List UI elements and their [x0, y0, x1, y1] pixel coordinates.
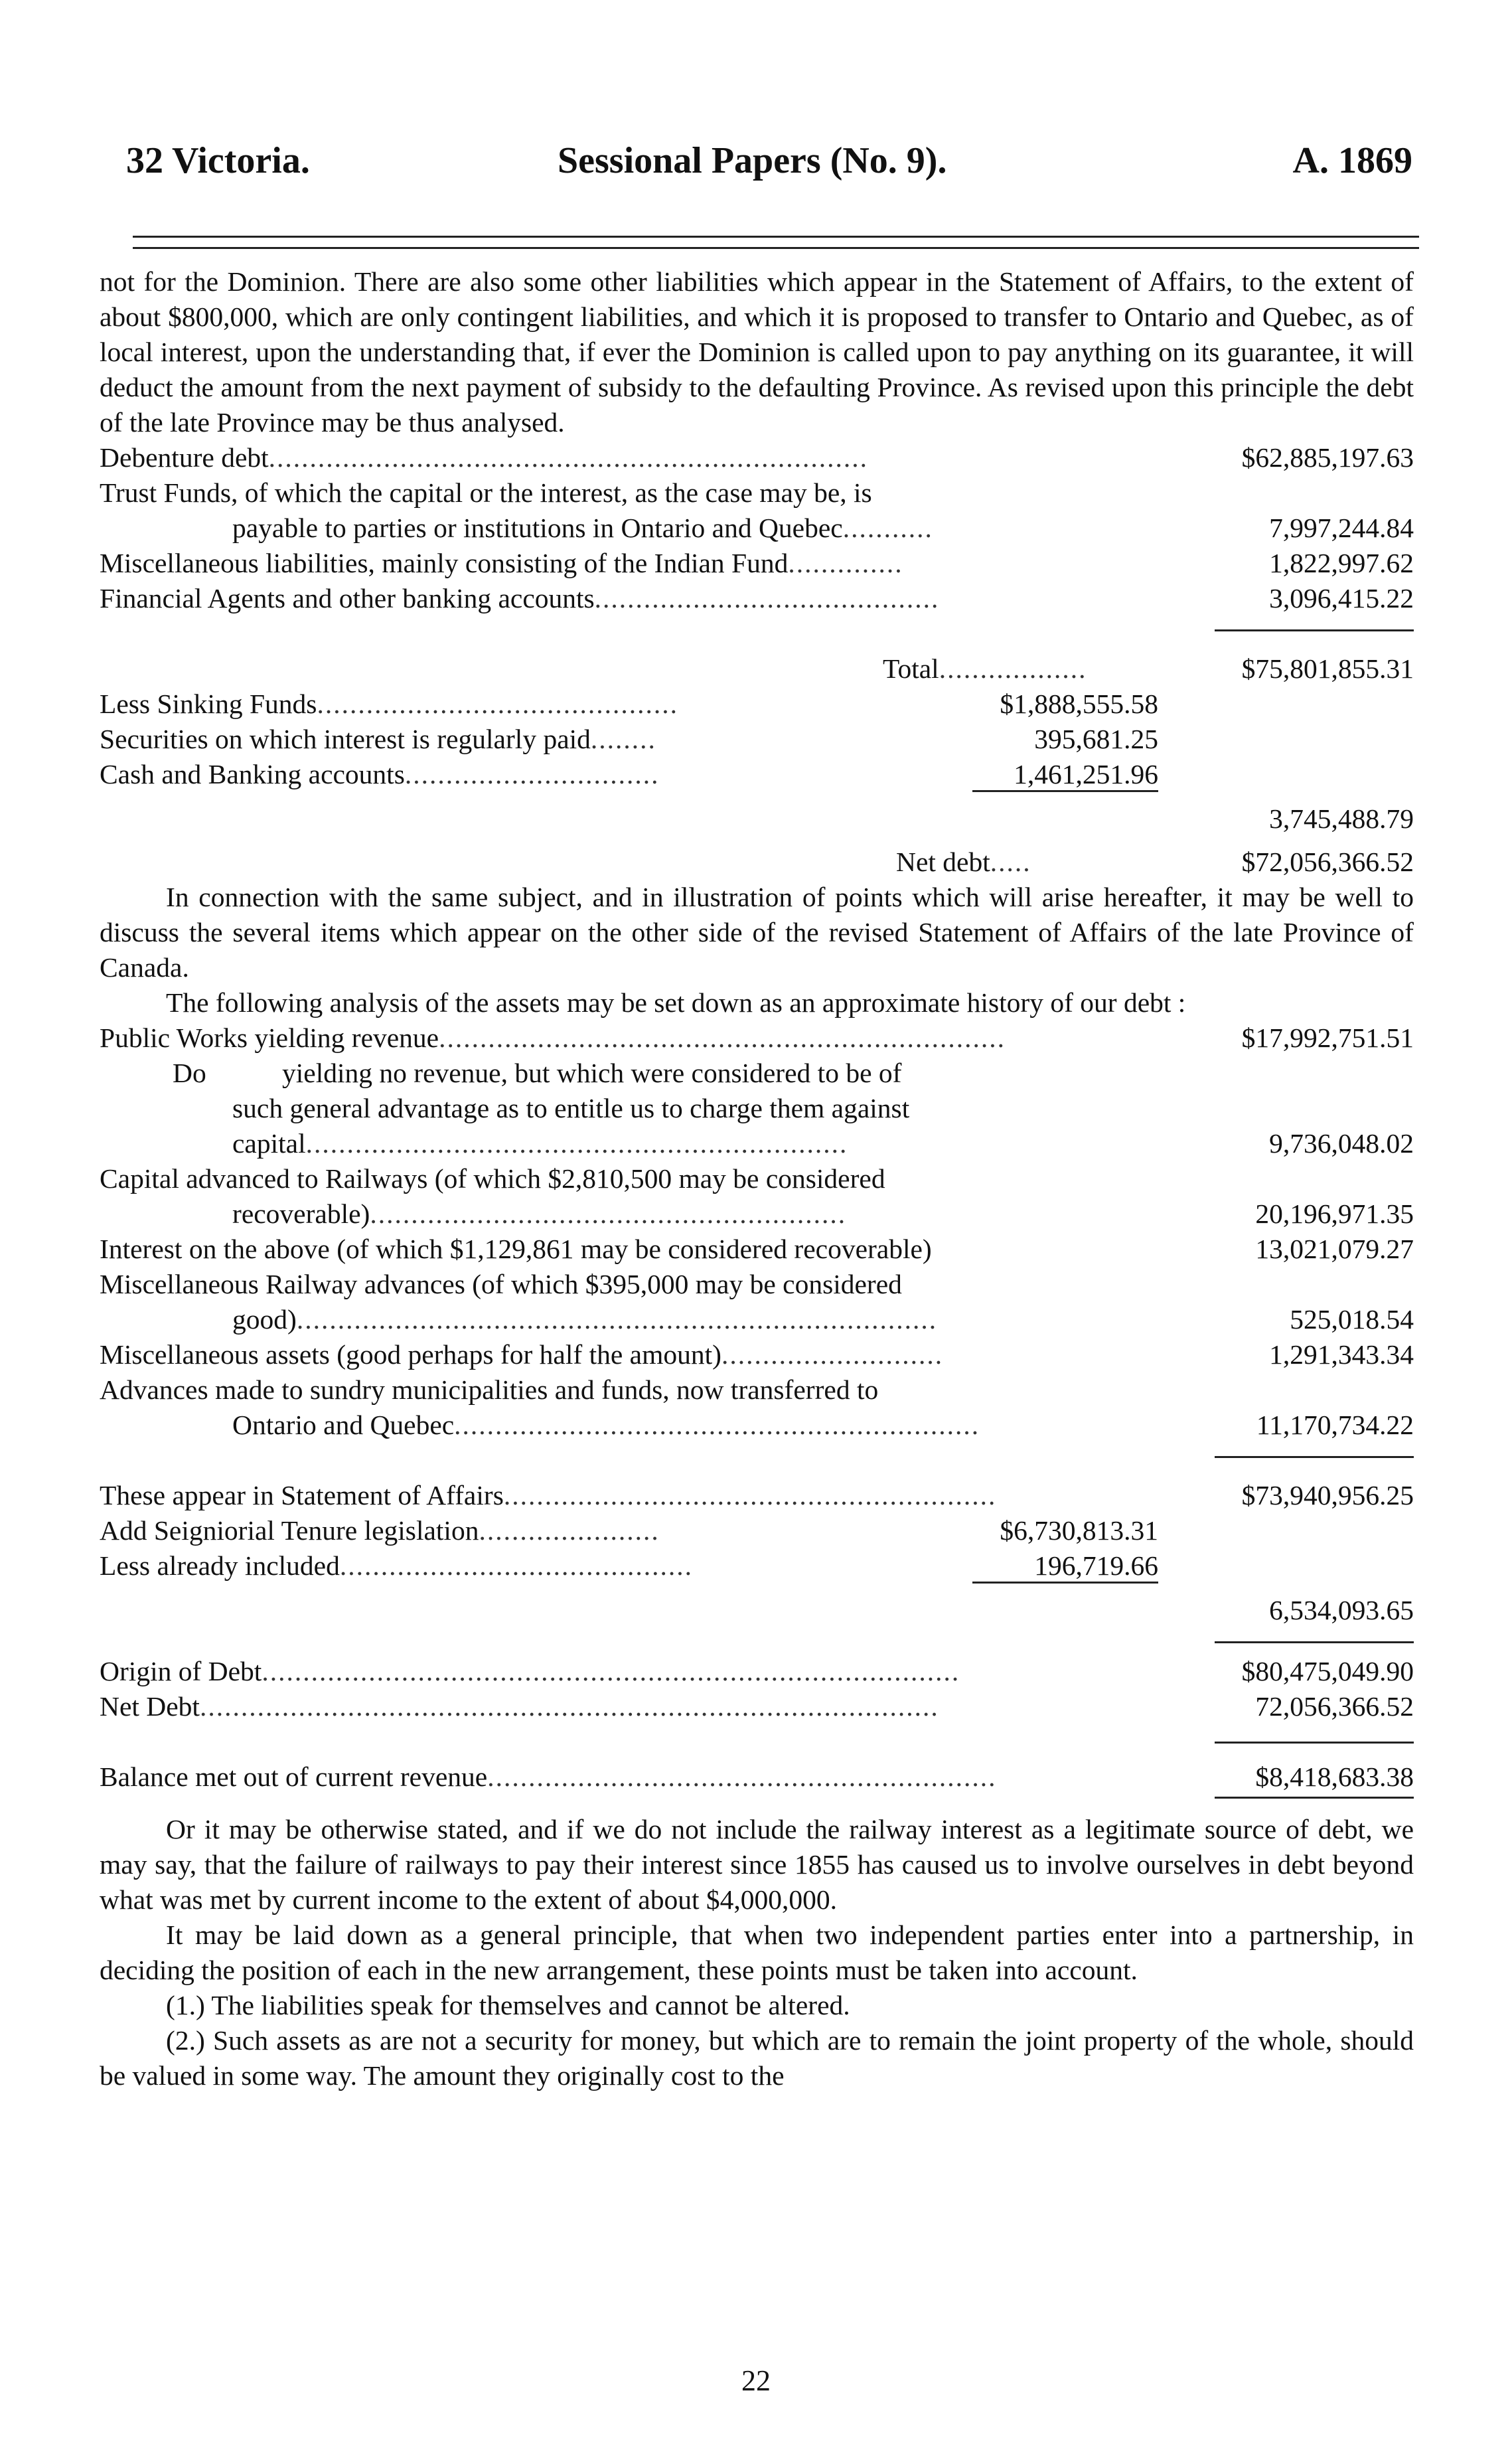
running-header [93, 139, 1419, 199]
debt-row-total [100, 651, 1414, 687]
assets-row-seigniorial [100, 1513, 1414, 1548]
paragraph-point-1: (1.) The liabilities speak for themselves and cannot be altered. [166, 1990, 850, 2020]
origin-label: Origin of Debt..................................................................................... [100, 1656, 960, 1686]
advances-label-line1: Advances made to sundry municipalities and funds, now transferred to [100, 1374, 879, 1405]
assets-rule-row-3 [100, 1724, 1414, 1759]
misc-railway-label-line1: Miscellaneous Railway advances (of which $395,000 may be considered [100, 1269, 902, 1299]
securities-label: Securities on which interest is regularly paid........ [100, 724, 656, 754]
interest-label: Interest on the above (of which $1,129,861 may be considered recoverable) [100, 1234, 932, 1264]
page-body [100, 264, 1414, 2093]
public-works-amount: $17,992,751.51 [1241, 1022, 1414, 1053]
debt-row-agents [100, 581, 1414, 616]
debt-row-debenture [100, 440, 1414, 475]
trust-label-line1: Trust Funds, of which the capital or the interest, as the case may be, is [100, 477, 872, 508]
assets-row-seigniorial-net [100, 1584, 1414, 1625]
assets-row-misc-railway-2 [100, 1302, 1414, 1337]
total-label: Total.................. [883, 653, 1087, 684]
assets-row-net-debt [100, 1689, 1414, 1724]
debenture-amount: $62,885,197.63 [1241, 442, 1414, 473]
interest-amount: 13,021,079.27 [1255, 1234, 1414, 1264]
misc-liabilities-amount: 1,822,997.62 [1269, 548, 1414, 578]
assets-row-origin [100, 1654, 1414, 1689]
cash-amount: 1,461,251.96 [1014, 759, 1158, 789]
sinking-label: Less Sinking Funds............................................ [100, 689, 678, 719]
assets-row-do-3 [100, 1126, 1414, 1161]
balance-label: Balance met out of current revenue.............................................................. [100, 1761, 997, 1792]
less-label: Less already included........................................... [100, 1550, 693, 1581]
paragraph-analysis: The following analysis of the assets may be set down as an approximate history of our debt : [166, 987, 1186, 1018]
public-works-label: Public Works yielding revenue..................................................................... [100, 1022, 1006, 1053]
intro-paragraph: not for the Dominion. There are also some other liabilities which appear in the Statement of Affairs, to the extent of about $800,000, which are only contingent liabilities, and which it is proposed to transfer to Ontario and Quebec, as of local interest, upon the understanding that, if ever the Dominion is called upon to pay anything on its guarantee, it will deduct the amount from the next payment of subsidy to the defaulting Province. As revised upon this principle the debt of the late Province may be thus analysed. [100, 266, 1414, 438]
assets-row-statement [100, 1478, 1414, 1513]
assets-row-railways-1 [100, 1161, 1414, 1196]
header-double-rule [133, 236, 1419, 249]
misc-assets-label: Miscellaneous assets (good perhaps for half the amount)........................... [100, 1339, 944, 1370]
assets-row-advances-1 [100, 1372, 1414, 1408]
assets-row-railways-2 [100, 1196, 1414, 1232]
net-debt-amount: $72,056,366.52 [1241, 847, 1414, 877]
header-session: 32 Victoria. [126, 140, 310, 181]
debt-subtotal-rule [1215, 629, 1414, 631]
debt-row-misc [100, 546, 1414, 581]
assets-row-balance [100, 1759, 1414, 1795]
net-debt-2-label: Net Debt.......................................................................................... [100, 1691, 939, 1722]
assets-row-misc-assets [100, 1337, 1414, 1372]
debt-row-deductions [100, 792, 1414, 834]
advances-label-line2: Ontario and Quebec................................................................ [232, 1410, 980, 1440]
misc-assets-amount: 1,291,343.34 [1269, 1339, 1414, 1370]
less-amount: 196,719.66 [1034, 1550, 1158, 1581]
debt-rule-row [100, 616, 1414, 651]
trust-amount: 7,997,244.84 [1269, 513, 1414, 543]
balance-rule [1215, 1742, 1414, 1744]
cash-label: Cash and Banking accounts............................... [100, 759, 660, 789]
assets-rule-row-2 [100, 1619, 1414, 1654]
paragraph-partnership: It may be laid down as a general principle, that when two independent parties enter into a partnership, in deciding the position of each in the new arrangement, these points must be taken into account. [100, 1919, 1414, 1985]
trust-label-line2: payable to parties or institutions in Ontario and Quebec........... [232, 513, 933, 543]
agents-amount: 3,096,415.22 [1269, 583, 1414, 613]
advances-amount: 11,170,734.22 [1256, 1410, 1414, 1440]
statement-amount: $73,940,956.25 [1241, 1480, 1414, 1510]
agents-label: Financial Agents and other banking accounts.......................................... [100, 583, 940, 613]
seigniorial-amount: $6,730,813.31 [1000, 1515, 1158, 1546]
assets-row-misc-railway-1 [100, 1267, 1414, 1302]
do-label: Do [173, 1058, 206, 1088]
assets-rule-row [100, 1443, 1414, 1478]
origin-rule [1215, 1641, 1414, 1643]
assets-row-do-1 [100, 1056, 1414, 1091]
misc-railway-label-line2: good).............................................................................. [232, 1304, 938, 1335]
railways-label-line1: Capital advanced to Railways (of which $2,810,500 may be considered [100, 1163, 885, 1194]
balance-amount: $8,418,683.38 [1255, 1761, 1414, 1792]
assets-row-public-works [100, 1020, 1414, 1056]
balance-underline [1215, 1797, 1414, 1799]
debenture-label: Debenture debt......................................................................... [100, 442, 869, 473]
header-year: A. 1869 [1292, 140, 1412, 181]
assets-row-interest [100, 1232, 1414, 1267]
seigniorial-label: Add Seigniorial Tenure legislation...................... [100, 1515, 660, 1546]
total-amount: $75,801,855.31 [1241, 653, 1414, 684]
paragraph-connection: In connection with the same subject, and in illustration of points which will arise hereafter, it may be well to discuss the several items which appear on the other side of the revised Statement of Affairs of the late Province of Canada. [100, 882, 1414, 983]
debt-row-trust-2 [100, 511, 1414, 546]
deductions-amount: 3,745,488.79 [1269, 803, 1414, 834]
do-amount: 9,736,048.02 [1269, 1128, 1414, 1159]
net-debt-2-amount: 72,056,366.52 [1255, 1691, 1414, 1722]
securities-amount: 395,681.25 [1034, 724, 1158, 754]
misc-railway-amount: 525,018.54 [1290, 1304, 1414, 1335]
debt-row-net [100, 845, 1414, 880]
paragraph-railway-interest: Or it may be otherwise stated, and if we do not include the railway interest as a legitimate source of debt, we may say, that the failure of railways to pay their interest since 1855 has caused us to involve ourselves in debt beyond what was met by current income to the extent of about $4,000,000. [100, 1814, 1414, 1915]
debt-row-cash [100, 757, 1414, 792]
assets-row-do-2 [100, 1091, 1414, 1126]
sinking-amount: $1,888,555.58 [1000, 689, 1158, 719]
railways-amount: 20,196,971.35 [1255, 1198, 1414, 1229]
paragraph-point-2: (2.) Such assets as are not a security for money, but which are to remain the joint property of the whole, should be valued in some way. The amount they originally cost to the [100, 2025, 1414, 2091]
assets-row-less [100, 1548, 1414, 1584]
seigniorial-net-amount: 6,534,093.65 [1269, 1595, 1414, 1625]
debt-row-sinking [100, 687, 1414, 722]
assets-row-advances-2 [100, 1408, 1414, 1443]
misc-liabilities-label: Miscellaneous liabilities, mainly consisting of the Indian Fund.............. [100, 548, 903, 578]
net-debt-label: Net debt..... [896, 847, 1031, 877]
page-number: 22 [741, 2364, 771, 2397]
assets-subtotal-rule [1215, 1456, 1414, 1458]
debt-row-trust-1 [100, 475, 1414, 511]
origin-amount: $80,475,049.90 [1241, 1656, 1414, 1686]
do-label-line1: yielding no revenue, but which were considered to be of [282, 1058, 902, 1088]
do-label-line3: capital.................................................................. [232, 1128, 848, 1159]
header-title: Sessional Papers (No. 9). [558, 140, 947, 181]
statement-label: These appear in Statement of Affairs............................................................ [100, 1480, 997, 1510]
debt-row-securities [100, 722, 1414, 757]
do-label-line2: such general advantage as to entitle us to charge them against [232, 1093, 910, 1123]
railways-label-line2: recoverable).......................................................... [232, 1198, 847, 1229]
